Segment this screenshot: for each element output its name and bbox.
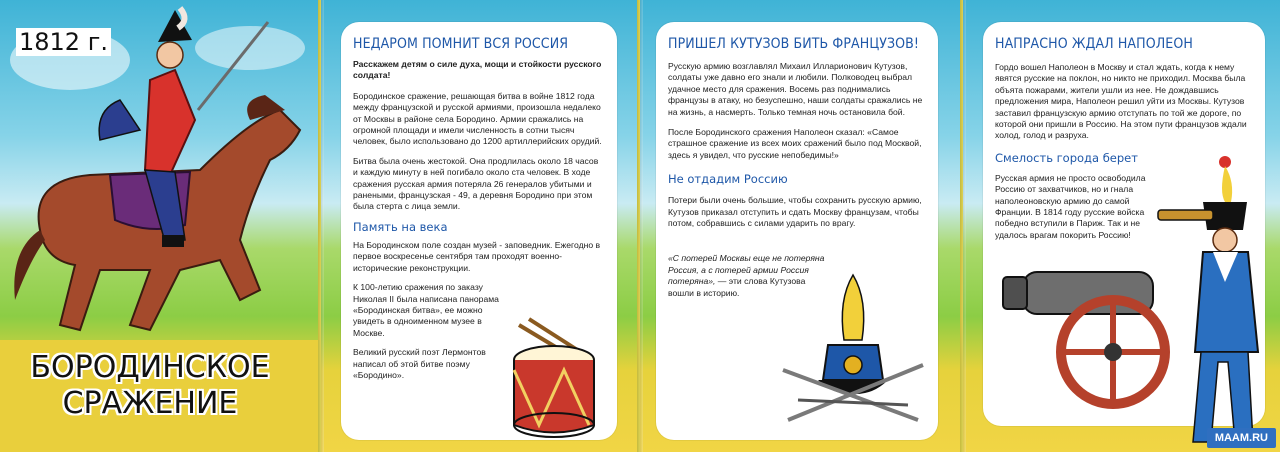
soldier-and-cannon-illustration (963, 152, 1280, 452)
panel-4-paragraph-2: Русская армия не просто освободила Россию от захватчиков, но и гнала наполеоновскую армию до самой Франции. В 1814 году русские войска победно вступили в Париж. Так и не удалось врагам покорить Россию! (995, 172, 1146, 240)
fold-1 (318, 0, 324, 452)
panel-4-heading: НАПРАСНО ЖДАЛ НАПОЛЕОН (995, 36, 1193, 52)
panel-4-paragraph-1: Гордо вошел Наполеон в Москву и стал ждать, когда к нему явятся русские на поклон, но никто не приходил. Москва была объята пожарами, жители ушли из нее. Не дождавшись предложения мира, Наполеон решил уйти из Москвы. Кутузов заставил французскую армию отступать по той же дороге, по которой они пришли в Россию. На этом пути французов ждали холод, голод и разруха. (995, 62, 1247, 141)
panel-3-paragraph-1: Русскую армию возглавлял Михаил Илларионович Кутузов, солдаты уже давно его знали и любили. Полководец выбрал удачное место для сражения. Восемь раз поднимались французы в атаку, но безуспешно, наши солдаты сражались не на жизнь, а насмерть. Только темная ночь остановила бой. (668, 61, 923, 117)
panel-2-intro: Расскажем детям о силе духа, мощи и стойкости русского солдата! (353, 59, 602, 81)
cover-title-line2: СРАЖЕНИЕ (62, 386, 238, 421)
panel-2-subheading: Память на века (353, 219, 448, 234)
year-label: 1812 г. (16, 28, 111, 56)
panel-3-paragraph-2: После Бородинского сражения Наполеон сказал: «Самое страшное сражение из всех моих сражений было под Москвой, здесь я увидел, что русские непобедимы!» (668, 127, 922, 160)
drum-illustration (509, 315, 619, 445)
panel-2-paragraph-4: К 100-летию сражения по заказу Николая II была написана панорама «Бородинская битва», ее можно увидеть в одноименном музее в Москве. (353, 282, 499, 338)
fold-2 (637, 0, 643, 452)
panel-2-paragraph-2: Битва была очень жестокой. Она продлилась около 18 часов и каждую минуту в ней погибало около ста человек. В ходе сражения русская армия потеряла 26 генералов убитыми и ранеными, французская - 49, а деревня Бородино при этом была стерта с лица земли. (353, 155, 599, 212)
kutuzov-quote-tail: — эти слова Кутузова вошли в историю. (668, 276, 806, 298)
cover-panel (0, 0, 318, 452)
panel-4 (963, 0, 1280, 452)
cover-title (20, 350, 280, 422)
panel-2-paragraph-5: Великий русский поэт Лермонтов написал об этой битве поэму «Бородино». (353, 347, 486, 380)
panel-4-subheading: Смелость города берет (995, 150, 1138, 165)
watermark-logo: MAAM.RU (1207, 428, 1276, 448)
kutuzov-quote: «С потерей Москвы еще не потеряна Россия, а с потерей армии Россия потеряна», (668, 253, 825, 287)
fold-3 (960, 0, 966, 452)
panel-3-heading: ПРИШЕЛ КУТУЗОВ БИТЬ ФРАНЦУЗОВ! (668, 36, 920, 52)
shako-and-sabres-illustration (778, 270, 928, 440)
panel-2 (321, 0, 637, 452)
panel-3 (640, 0, 960, 452)
panel-2-heading: НЕДАРОМ ПОМНИТ ВСЯ РОССИЯ (353, 36, 569, 52)
panel-2-paragraph-1: Бородинское сражение, решающая битва в войне 1812 года между французской и русской армиями, произошла недалеко от Москвы в районе села Бородино. Армии сражались на огромной площади и имели численность в сотни тысяч человек, было использовано до 1200 артиллерийских орудий. (353, 90, 602, 147)
panel-3-paragraph-3: Потери были очень большие, чтобы сохранить русскую армию, Кутузов приказал отступить и сдать Москву французам, чтобы потом, собравшись с силами ударить по врагу. (668, 195, 922, 229)
panel-3-subheading: Не отдадим Россию (668, 172, 788, 187)
panel-2-paragraph-3: На Бородинском поле создан музей - заповедник. Ежегодно в первое воскресенье сентября там проходят военно-исторические реконструкции. (353, 239, 601, 273)
cover-title-line1: БОРОДИНСКОЕ (30, 350, 270, 385)
